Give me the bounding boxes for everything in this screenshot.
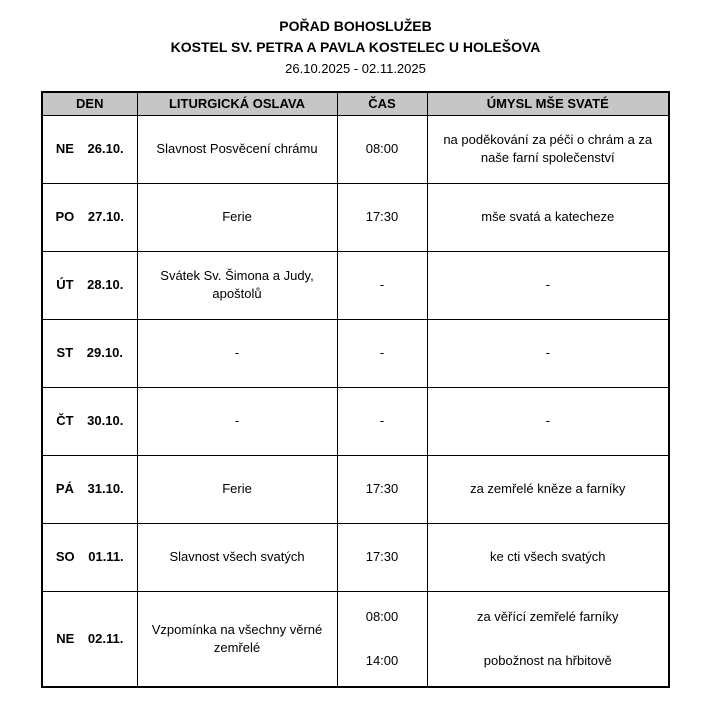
intention-entry: za věřící zemřelé farníky: [476, 608, 619, 624]
day-abbr: ST: [56, 345, 74, 360]
table-row: [42, 455, 669, 523]
day-cell: [42, 523, 137, 591]
table-row: [42, 183, 669, 251]
celebration-cell: Svátek Sv. Šimona a Judy, apoštolů: [137, 251, 337, 319]
column-header-umysl: ÚMYSL MŠE SVATÉ: [427, 92, 669, 115]
day-date: 29.10.: [86, 345, 123, 360]
intention-cell: na poděkování za péči o chrám a za naše farní společenství: [427, 115, 669, 183]
table-row: [42, 387, 669, 455]
day-cell: [42, 455, 137, 523]
table-row: [42, 319, 669, 387]
day-date: 26.10.: [87, 141, 124, 156]
day-abbr: NE: [55, 141, 74, 156]
intention-cell: -: [427, 387, 669, 455]
intention-entry: pobožnost na hřbitově: [483, 652, 612, 668]
church-name: KOSTEL SV. PETRA A PAVLA KOSTELEC U HOLEŠOVA: [170, 39, 541, 55]
day-abbr: SO: [55, 549, 75, 564]
table-row: [42, 523, 669, 591]
day-cell: [42, 251, 137, 319]
table-row: [42, 115, 669, 183]
intention-cell: [427, 591, 669, 687]
column-header-cas: ČAS: [337, 92, 427, 115]
time-entry: 14:00: [365, 652, 399, 668]
column-header-liturgicka-oslava: LITURGICKÁ OSLAVA: [137, 92, 337, 115]
day-date: 27.10.: [87, 209, 125, 224]
column-header-den: DEN: [42, 92, 137, 115]
time-cell: 08:00: [337, 115, 427, 183]
intention-cell: za zemřelé kněze a farníky: [427, 455, 669, 523]
day-abbr: PÁ: [55, 481, 74, 496]
schedule-table: [41, 91, 670, 688]
time-cell: -: [337, 319, 427, 387]
celebration-cell: Vzpomínka na všechny věrné zemřelé: [137, 591, 337, 687]
time-cell: 17:30: [337, 523, 427, 591]
day-cell: [42, 183, 137, 251]
celebration-cell: -: [137, 319, 337, 387]
day-date: 30.10.: [87, 413, 124, 428]
celebration-cell: Ferie: [137, 455, 337, 523]
day-date: 01.11.: [88, 549, 124, 564]
day-abbr: ČT: [56, 413, 74, 428]
time-cell: [337, 591, 427, 687]
time-entry: 08:00: [365, 608, 399, 624]
intention-list: [438, 595, 659, 683]
intention-cell: -: [427, 251, 669, 319]
day-cell: [42, 591, 137, 687]
celebration-cell: Slavnost všech svatých: [137, 523, 337, 591]
time-cell: -: [337, 387, 427, 455]
celebration-cell: Slavnost Posvěcení chrámu: [137, 115, 337, 183]
time-cell: 17:30: [337, 455, 427, 523]
document-header: [0, 16, 711, 79]
celebration-cell: Ferie: [137, 183, 337, 251]
day-date: 28.10.: [87, 277, 124, 292]
time-cell: -: [337, 251, 427, 319]
day-abbr: PO: [55, 209, 75, 224]
day-abbr: ÚT: [56, 277, 74, 292]
document-title: POŘAD BOHOSLUŽEB: [279, 18, 432, 34]
table-row: [42, 251, 669, 319]
time-list: [348, 595, 417, 683]
day-abbr: NE: [56, 630, 75, 646]
day-cell: [42, 319, 137, 387]
date-range: 26.10.2025 - 02.11.2025: [285, 61, 426, 76]
table-header-row: [42, 92, 669, 115]
day-cell: [42, 387, 137, 455]
day-date: 31.10.: [87, 481, 124, 496]
day-cell: [42, 115, 137, 183]
celebration-cell: -: [137, 387, 337, 455]
time-cell: 17:30: [337, 183, 427, 251]
intention-cell: -: [427, 319, 669, 387]
table-row: [42, 591, 669, 687]
intention-cell: ke cti všech svatých: [427, 523, 669, 591]
intention-cell: mše svatá a katecheze: [427, 183, 669, 251]
day-date: 02.11.: [87, 630, 124, 646]
